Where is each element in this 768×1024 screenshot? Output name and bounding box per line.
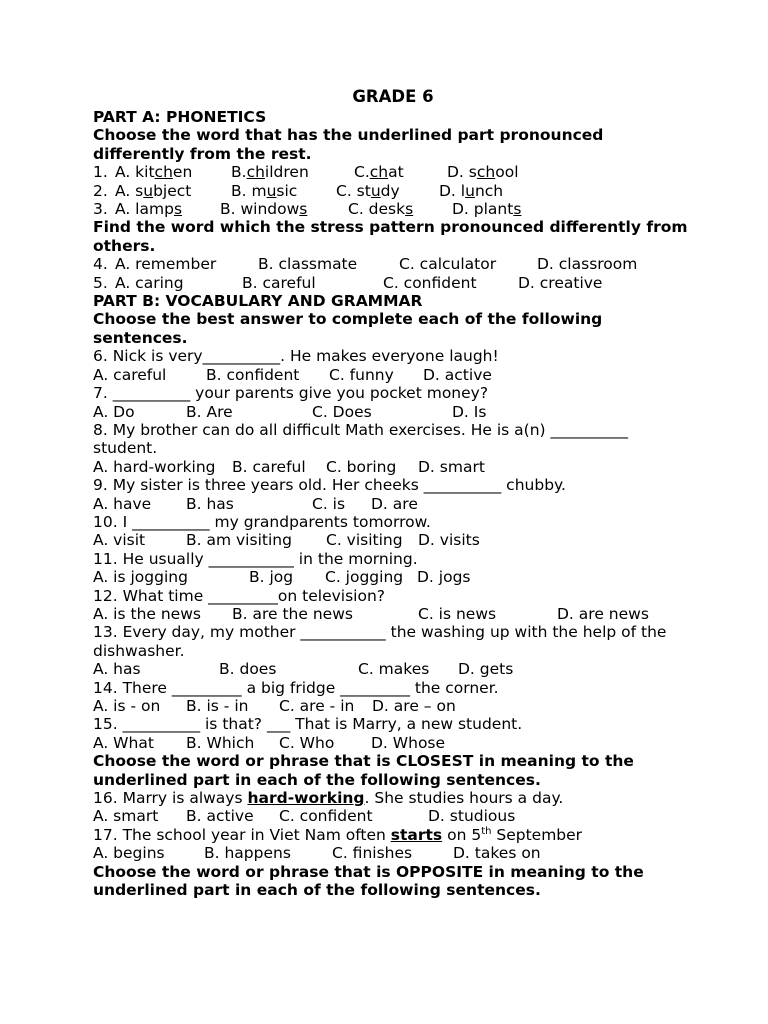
option-b: B. music [231,181,298,200]
question-13-stem: 13. Every day, my mother ___________ the washing up with the help of the dishwasher. [93,623,667,660]
underlined-word: hard-working [247,789,365,808]
question-6-stem: 6. Nick is very__________. He makes everyone laugh! [93,347,499,366]
option-c: C. desks [348,200,414,219]
option-b: B. careful [242,273,316,292]
question-2: 2. A. subject B. music C. study D. lunch [93,181,504,200]
option-d: D. plants [452,200,522,219]
worksheet [93,86,693,899]
option-a: A. subject [115,181,192,200]
question-7-options: A. Do B. Are C. Does D. Is [93,402,487,421]
option-b: B. classmate [258,255,358,274]
question-12-stem: 12. What time _________on television? [93,586,386,605]
question-11-stem: 11. He usually ___________ in the morning. [93,549,418,568]
question-14-options: A. is - on B. is - in C. are - in D. are – on [93,697,456,715]
part-b-heading: PART B: VOCABULARY AND GRAMMAR [93,292,423,311]
instruction-phonetics: Choose the word that has the underlined part pronounced differently from the rest. [93,126,604,163]
option-c: C.chat [354,163,404,182]
question-6-options: A. careful B. confident C. funny D. active [93,365,492,384]
option-a: A. remember [115,255,217,274]
underlined-word: starts [390,825,443,844]
question-1: 1. A. kitchen B.children C.chat D. school [93,163,519,182]
question-14-stem: 14. There _________ a big fridge _________ the corner. [93,678,499,697]
question-10-stem: 10. I __________ my grandparents tomorrow. [93,512,431,531]
question-12-options: A. is the news B. are the news C. is news D. are news [93,604,649,623]
question-15-stem: 15. __________ is that? ___ That is Marry, a new student. [93,715,523,734]
option-c: C. calculator [399,255,497,274]
question-10-options: A. visit B. am visiting C. visiting D. visits [93,531,480,550]
option-c: C. confident [383,273,477,292]
question-13-options: A. has B. does C. makes D. gets [93,660,514,679]
question-3: 3. A. lamps B. windows C. desks D. plants [93,200,522,219]
part-a-heading: PART A: PHONETICS [93,108,267,126]
instruction-grammar: Choose the best answer to complete each of the following sentences. [93,310,603,347]
page-title: GRADE 6 [352,87,434,106]
question-9-options: A. have B. has C. is D. are [93,494,418,513]
option-d: D. creative [518,273,603,292]
question-16-options: A. smart B. active C. confident D. studious [93,807,516,826]
option-b: B. windows [220,200,308,219]
question-4: 4. A. remember B. classmate C. calculator D. classroom [93,255,638,274]
question-8-options: A. hard-working B. careful C. boring D. smart [93,457,485,476]
instruction-stress: Find the word which the stress pattern pronounced differently from others. [93,218,688,255]
question-5: 5. A. caring B. careful C. confident D. creative [93,273,603,292]
option-a: A. caring [115,273,184,292]
question-16-stem: 16. Marry is always hard-working. She studies hours a day. [93,789,564,808]
option-c: C. study [336,181,400,200]
question-7-stem: 7. __________ your parents give you pocket money? [93,384,489,403]
option-d: D. lunch [439,181,504,200]
question-17-stem: 17. The school year in Viet Nam often starts on 5th September [93,825,583,844]
option-d: D. classroom [537,255,638,274]
question-11-options: A. is jogging B. jog C. jogging D. jogs [93,568,471,587]
question-15-options: A. What B. Which C. Who D. Whose [93,733,446,752]
question-8-stem: 8. My brother can do all difficult Math exercises. He is a(n) __________ student. [93,420,628,458]
option-a: A. lamps [115,200,183,219]
instruction-closest: Choose the word or phrase that is CLOSEST in meaning to the underlined part in each of the following sentences. [93,752,634,789]
question-9-stem: 9. My sister is three years old. Her cheeks __________ chubby. [93,476,566,495]
instruction-opposite: Choose the word or phrase that is OPPOSITE in meaning to the underlined part in each of the following sentences. [93,862,644,900]
question-17-options: A. begins B. happens C. finishes D. takes on [93,844,541,863]
option-a: A. kitchen [115,163,193,182]
option-b: B.children [231,163,309,182]
option-d: D. school [447,163,519,182]
